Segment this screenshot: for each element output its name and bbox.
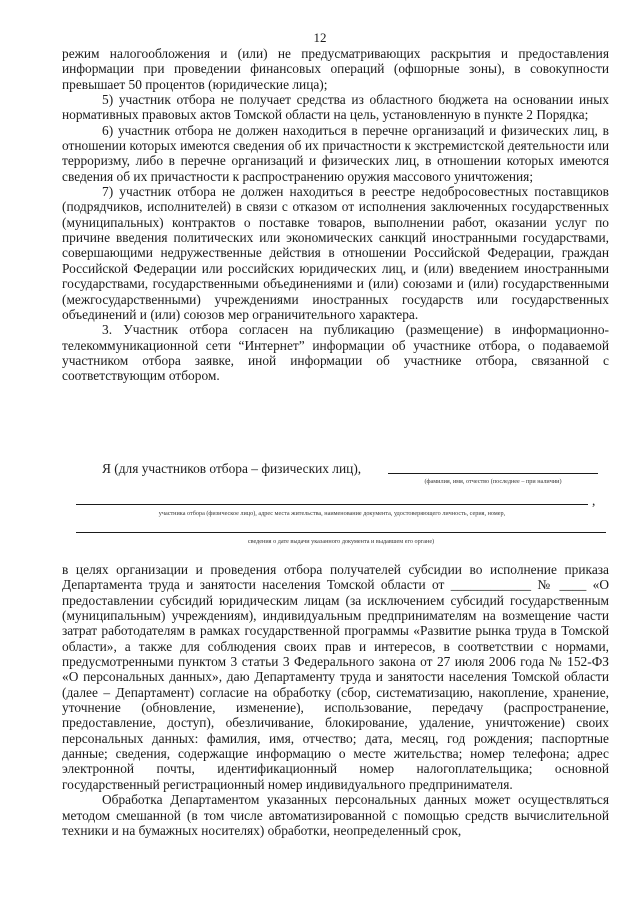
body-text-bottom [62,562,609,838]
name-fill-line[interactable] [388,473,598,474]
paragraph-clause-3: 3. Участник отбора согласен на публикацию (размещение) в информационно-телекоммуникационной сети “Интернет” информации об участнике отбора, о подаваемой участником отбора заявке, иной информации об участнике отбора, связанной с соответствующим отбором. [62,322,609,384]
caption-address: участника отбора (физическое лицо), адрес места жительства, наименование документа, удостоверяющего личность, серия, номер, [158,510,506,517]
paragraph-offshore-continued: режим налогообложения и (или) не предусматривающих раскрытия и предоставления информации при проведении финансовых операций (офшорные зоны), в совокупности превышает 50 процентов (юридические лица); [62,46,609,92]
paragraph-processing: Обработка Департаментом указанных персональных данных может осуществляться методом смешанной (в том числе автоматизированной с помощью средств вычислительной техники и на бумажных носителях) обработки, неопределенный срок, [62,792,609,838]
paragraph-item-5: 5) участник отбора не получает средства из областного бюджета на основании иных нормативных правовых актов Томской области на цель, установленную в пункте 2 Порядка; [62,92,609,123]
page-number: 12 [313,30,327,45]
consent-intro: Я (для участников отбора – физических лиц), [102,461,362,476]
caption-name: (фамилия, имя, отчество (последнее – при наличии) [424,478,562,485]
paragraph-consent-purpose: в целях организации и проведения отбора получателей субсидии во исполнение приказа Департамента труда и занятости населения Томской области от ____________ № ____ «О предоставлении субсидий юридическим лицам (за исключением субсидий государственным (муниципальным) учреждениям), индивидуальным предпринимателям на возмещение части затрат работодателям в рамках государственной программы «Развитие рынка труда в Томской области», а также для соблюдения своих прав и интересов, в соответствии с нормами, предусмотренными пунктом 3 статьи 3 Федерального закона от 27 июля 2006 года № 152-ФЗ «О персональных данных», даю Департаменту труда и занятости населения Томской области (далее – Департамент) согласие на обработку (сбор, систематизацию, накопление, хранение, уточнение (обновление, изменение), использование, передачу (распространение, предоставление, доступ), обезличивание, блокирование, удаление, уничтожение) своих персональных данных: фамилия, имя, отчество; дата, месяц, год рождения; паспортные данные; сведения, содержащие информацию о месте жительства; номер телефона; адрес электронной почты, идентификационный номер налогоплательщика; основной государственный регистрационный номер индивидуального предпринимателя. [62,562,609,792]
paragraph-item-6: 6) участник отбора не должен находиться в перечне организаций и физических лиц, в отношении которых имеются сведения об их причастности к экстремистской деятельности или терроризму, либо в перечне организаций и физических лиц, в отношении которых имеются сведения об их причастности к распространению оружия массового уничтожения; [62,122,609,184]
address-fill-line[interactable] [76,504,588,505]
paragraph-item-7: 7) участник отбора не должен находиться в реестре недобросовестных поставщиков (подрядчиков, исполнителей) в связи с отказом от исполнения заключенных государственных (муниципальных) контрактов о поставке товаров, выполнении работ, оказании услуг по причине введения политических или экономических санкций иностранными государствами, совершающими недружественные действия в отношении Российской Федерации, граждан Российской Федерации или российских юридических лиц, и (или) введением иностранными государствами, государственными объединениями и (или) союзами и (или) государственными (межгосударственными) учреждениями иностранных государств или государственных объединений и (или) союзов мер ограничительного характера. [62,184,609,322]
body-text-top [62,46,609,384]
caption-issue: сведения о дате выдачи указанного документа и выдавшем его органе) [247,538,435,545]
issue-fill-line[interactable] [76,532,606,533]
comma: , [592,493,596,508]
